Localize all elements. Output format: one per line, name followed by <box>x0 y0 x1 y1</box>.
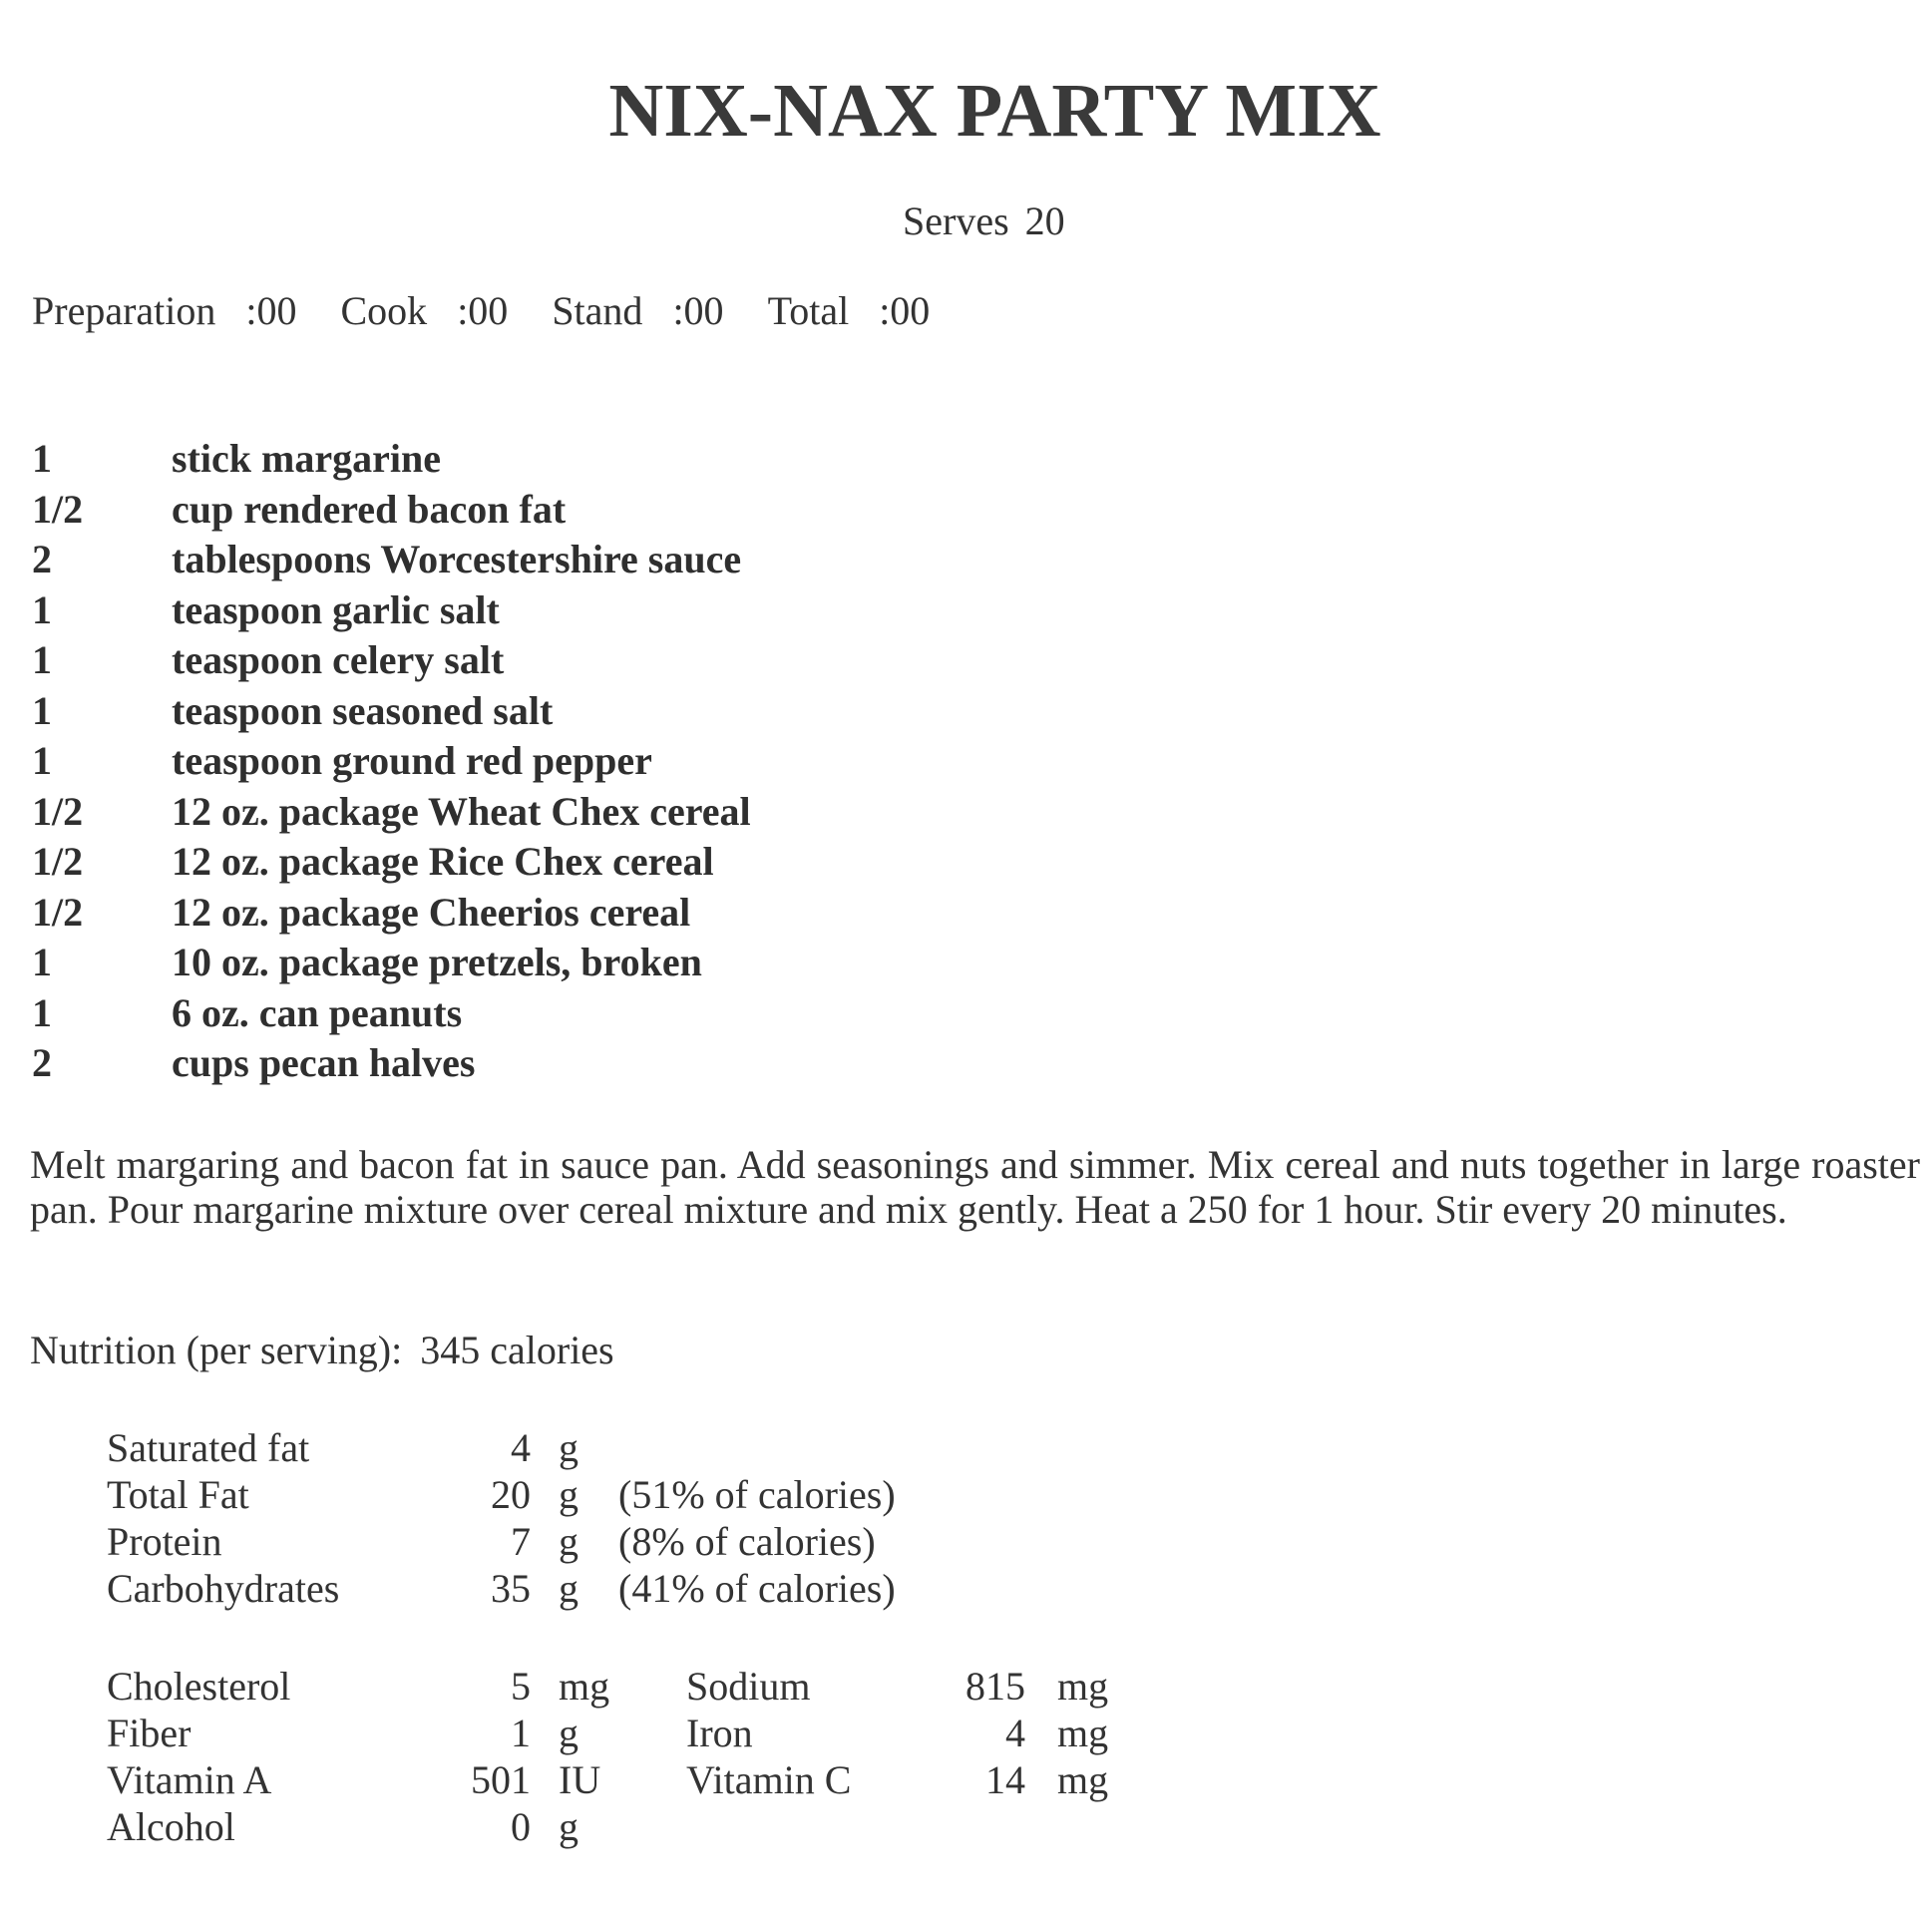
mineral-unit-right: mg <box>1057 1664 1109 1709</box>
ingredient-item: stick margarine <box>172 436 441 481</box>
macro-amount: 7 <box>511 1519 531 1564</box>
mineral-unit: mg <box>559 1664 610 1709</box>
mineral-unit: IU <box>559 1757 601 1802</box>
cook-value: :00 <box>457 288 509 333</box>
nutrition-label: Nutrition (per serving): <box>30 1328 403 1372</box>
ingredient-list <box>32 434 751 1089</box>
mineral-row <box>107 1710 1108 1756</box>
mineral-amount: 1 <box>511 1711 531 1755</box>
ingredient-item: 12 oz. package Cheerios cereal <box>172 889 691 935</box>
macro-pct: (41% of calories) <box>618 1566 896 1611</box>
macro-nutrient-table <box>107 1424 896 1612</box>
mineral-amount: 0 <box>511 1804 531 1849</box>
mineral-name-right: Vitamin C <box>686 1757 852 1802</box>
ingredient-qty: 1 <box>32 637 52 682</box>
serves-label: Serves <box>903 198 1009 243</box>
ingredient-item: cups pecan halves <box>172 1040 476 1085</box>
macro-pct: (8% of calories) <box>618 1519 876 1564</box>
ingredient-row <box>32 787 751 838</box>
mineral-amount-right: 4 <box>1005 1711 1025 1755</box>
macro-unit: g <box>559 1566 579 1611</box>
ingredient-qty: 1/2 <box>32 788 84 834</box>
macro-row <box>107 1518 896 1565</box>
stand-value: :00 <box>672 288 724 333</box>
mineral-unit: g <box>559 1804 579 1849</box>
ingredient-row <box>32 585 751 636</box>
ingredient-row <box>32 938 751 988</box>
macro-amount: 4 <box>511 1425 531 1470</box>
macro-row <box>107 1565 896 1612</box>
mineral-row <box>107 1803 1108 1850</box>
mineral-amount: 5 <box>511 1664 531 1709</box>
macro-unit: g <box>559 1519 579 1564</box>
directions-paragraph: Melt margaring and bacon fat in sauce pan. Add seasonings and simmer. Mix cereal and nuts together in large roaster pan. Pour margarine mixture over cereal mixture and mix gently. Heat a 250 for 1 hour. Stir every 20 minutes. <box>30 1142 1920 1232</box>
total-value: :00 <box>879 288 931 333</box>
ingredient-qty: 1/2 <box>32 486 84 532</box>
mineral-name: Vitamin A <box>107 1757 272 1802</box>
ingredient-qty: 1/2 <box>32 889 84 935</box>
macro-row <box>107 1471 896 1518</box>
ingredient-item: 10 oz. package pretzels, broken <box>172 940 702 984</box>
macro-row <box>107 1424 896 1471</box>
mineral-name: Alcohol <box>107 1804 235 1849</box>
mineral-amount-right: 14 <box>985 1757 1025 1802</box>
ingredient-item: teaspoon seasoned salt <box>172 687 554 733</box>
mineral-amount-right: 815 <box>966 1664 1025 1709</box>
recipe-title: NIX-NAX PARTY MIX <box>608 69 1381 153</box>
ingredient-qty: 1 <box>32 738 52 783</box>
mineral-amount: 501 <box>471 1757 531 1802</box>
ingredient-qty: 1 <box>32 989 52 1035</box>
prep-label: Preparation <box>32 288 216 333</box>
time-line <box>32 287 973 334</box>
prep-value: :00 <box>245 288 297 333</box>
ingredient-qty: 2 <box>32 537 52 581</box>
mineral-unit-right: mg <box>1057 1757 1109 1802</box>
macro-unit: g <box>559 1425 579 1470</box>
ingredient-row <box>32 1038 751 1089</box>
nutrition-heading <box>30 1327 614 1373</box>
ingredient-row <box>32 686 751 737</box>
ingredient-row <box>32 485 751 536</box>
macro-pct: (51% of calories) <box>618 1472 896 1517</box>
nutrition-calories: 345 calories <box>420 1328 614 1372</box>
ingredient-item: tablespoons Worcestershire sauce <box>172 537 742 581</box>
ingredient-row <box>32 988 751 1039</box>
ingredient-row <box>32 837 751 888</box>
ingredient-item: 12 oz. package Rice Chex cereal <box>172 839 714 884</box>
ingredient-qty: 1 <box>32 940 52 984</box>
ingredient-qty: 2 <box>32 1040 52 1085</box>
mineral-nutrient-table <box>107 1663 1108 1850</box>
macro-name: Total Fat <box>107 1472 249 1517</box>
cook-label: Cook <box>340 288 428 333</box>
macro-name: Protein <box>107 1519 222 1564</box>
mineral-unit: g <box>559 1711 579 1755</box>
mineral-unit-right: mg <box>1057 1711 1109 1755</box>
ingredient-row <box>32 736 751 787</box>
ingredient-qty: 1 <box>32 586 52 632</box>
serves-line <box>903 197 1065 244</box>
ingredient-item: teaspoon ground red pepper <box>172 738 652 783</box>
ingredient-row <box>32 535 751 585</box>
ingredient-item: cup rendered bacon fat <box>172 486 567 532</box>
macro-amount: 35 <box>491 1566 531 1611</box>
mineral-row <box>107 1756 1108 1803</box>
ingredient-item: 12 oz. package Wheat Chex cereal <box>172 788 751 834</box>
serves-value: 20 <box>1024 198 1065 243</box>
mineral-name-right: Iron <box>686 1711 753 1755</box>
mineral-row <box>107 1663 1108 1710</box>
ingredient-item: teaspoon garlic salt <box>172 586 500 632</box>
ingredient-qty: 1 <box>32 436 52 481</box>
macro-unit: g <box>559 1472 579 1517</box>
mineral-name: Cholesterol <box>107 1664 291 1709</box>
macro-amount: 20 <box>491 1472 531 1517</box>
ingredient-row <box>32 434 751 485</box>
stand-label: Stand <box>552 288 643 333</box>
ingredient-row <box>32 888 751 939</box>
ingredient-item: teaspoon celery salt <box>172 637 505 682</box>
mineral-name: Fiber <box>107 1711 192 1755</box>
total-label: Total <box>767 288 850 333</box>
ingredient-qty: 1 <box>32 687 52 733</box>
ingredient-item: 6 oz. can peanuts <box>172 989 463 1035</box>
ingredient-row <box>32 635 751 686</box>
ingredient-qty: 1/2 <box>32 839 84 884</box>
macro-name: Carbohydrates <box>107 1566 340 1611</box>
mineral-name-right: Sodium <box>686 1664 811 1709</box>
macro-name: Saturated fat <box>107 1425 310 1470</box>
